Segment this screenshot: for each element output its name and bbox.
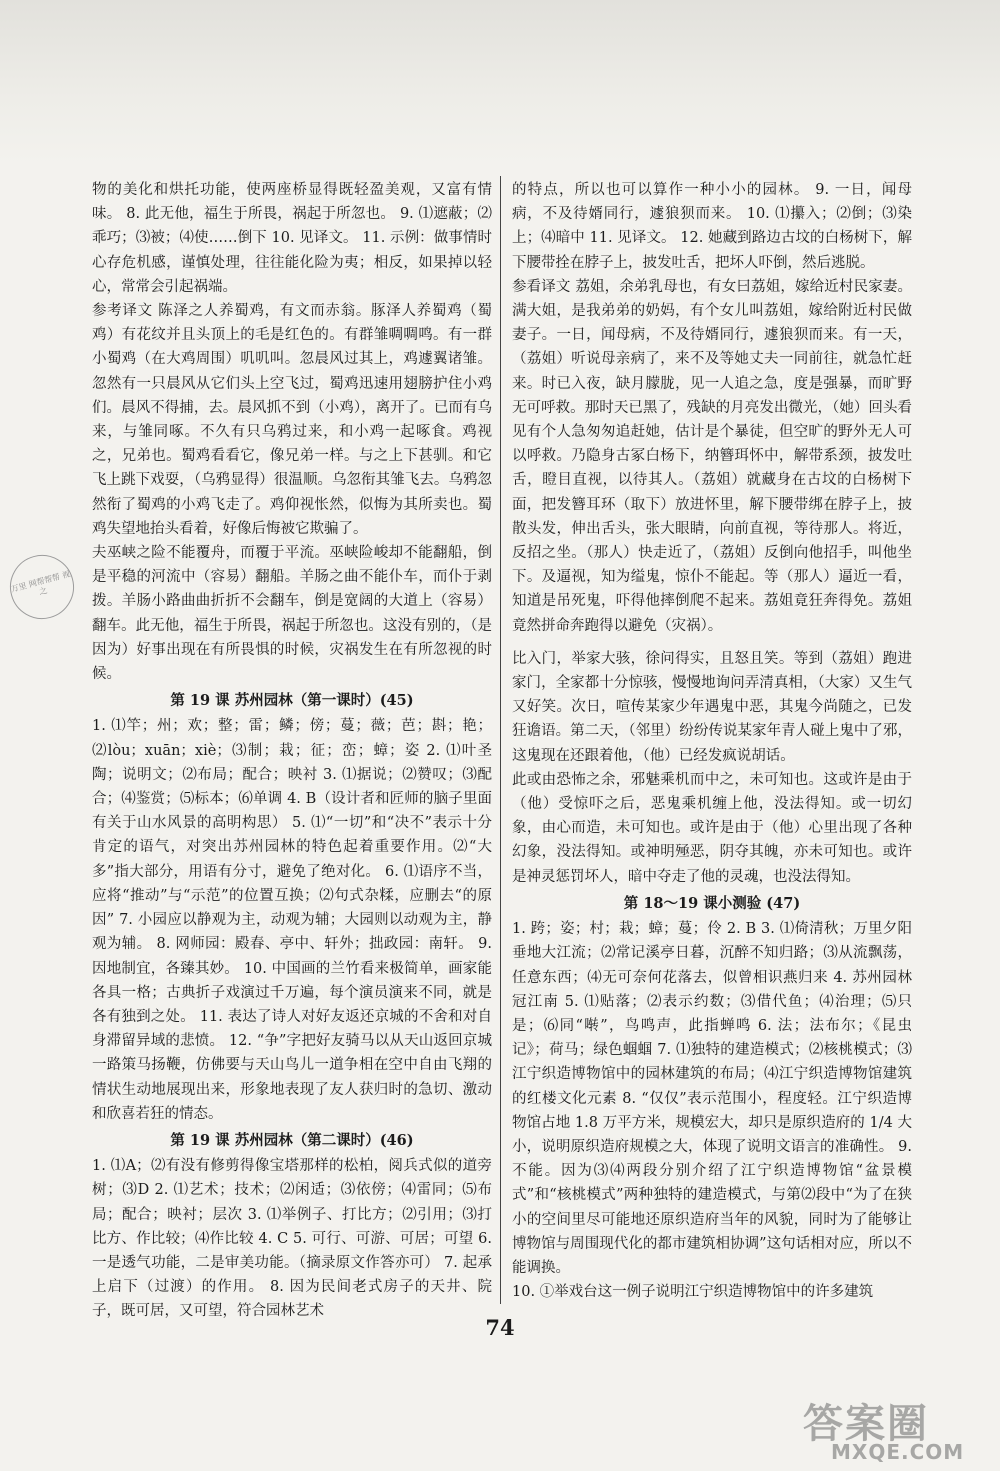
answers-paragraph: 1. ⑴竿；州；欢；整；雷；鳞；傍；蔓；薇；芭；斟；艳；⑵lòu；xuān；xiè；⑶制；栽；征；峦；蟑；姿 2. ⑴叶圣陶；说明文；⑵布局；配合；映衬 3. ⑴据说；⑵赞叹；⑶配合；⑷鉴赏；⑸标本；⑹单调 4. B（设计者和匠师的脑子里面有关于山水风景的高明构思） 5. ⑴“一切”和“决不”表示十分肯定的语气，对突出苏州园林的特色起着重要作用。⑵“大多”指大部分，用语有分寸，避免了绝对化。 6. ⑴语序不当，应将“推动”与“示范”的位置互换；⑵句式杂糅，应删去“的原因” 7. 小园应以静观为主，动观为辅；大园则以动观为主，静观为辅。 8. 网师园：殿春、亭中、轩外；拙政园：南轩。 9. 因地制宜，各臻其妙。 10. 中国画的兰竹看来极简单，画家能各具一格；古典折子戏演过千万遍，每个演员演来不同，就是各有独到之处。 11. 表达了诗人对好友返还京城的不舍和对自身滞留异域的悲愤。 12. “争”字把好友骑马以从天山返回京城一路策马扬鞭，仿佛要与天山鸟儿一道争相在空中自由飞翔的情状生动地展现出来，形象地表现了友人获归时的急切、激动和欣喜若狂的情态。 xyxy=(92,718,492,1122)
translation-paragraph: 夫巫峡之险不能覆舟，而覆于平流。巫峡险峻却不能翻船，倒是平稳的河流中（容易）翻船。羊肠之曲不能仆车，而仆于剥拨。羊肠小路曲曲折折不会翻车，倒是宽阔的大道上（容易）翻车。此无他，福生于所畏，祸起于所忽也。这没有别的，（是因为）好事出现在有所畏惧的时候，灾祸发生在有所忽视的时候。 xyxy=(92,545,492,683)
watermark-url: MXQE.COM xyxy=(831,1440,965,1464)
translation-paragraph: 此或由恐怖之余，邪魅乘机而中之，未可知也。这或许是由于（他）受惊吓之后，恶鬼乘机缠上他，没法得知。或一切幻象，由心而造，未可知也。或许是由于（他）心里出现了各种幻象，没法得知。或神明殛恶，阴夺其魄，亦未可知也。或许是神灵惩罚坏人，暗中夺走了他的灵魂，也没法得知。 xyxy=(512,771,912,885)
stamp-seal xyxy=(3,548,81,626)
paragraph: 的特点，所以也可以算作一种小小的园林。 9. 一日，闻母病，不及待婿同行，遽狼狈而来。 10. ⑴攥入；⑵倒；⑶染上；⑷暗中 11. 见译文。 12. 她藏到路边古坟的白杨树下，解下腰带拴在脖子上，披发吐舌，把坏人吓倒，然后逃脱。 xyxy=(512,182,912,271)
translation-paragraph: 比入门，举家大骇，徐问得实，且怒且笑。等到（荔姐）跑进家门，全家都十分惊骇，慢慢地询问弄清真相，（大家）又生气又好笑。次日，喧传某家少年遇鬼中恶，其鬼今尚随之，已发狂谵语。第二天，（邻里）纷纷传说某家年青人碰上鬼中了邪，这鬼现在还跟着他，（他）已经发疯说胡话。 xyxy=(512,650,912,764)
column-divider xyxy=(500,176,501,1304)
scan-top-shadow xyxy=(0,0,1000,165)
section-title: 第 19 课 苏州园林（第二课时）(46) xyxy=(170,1131,414,1149)
left-column xyxy=(92,178,492,1324)
paragraph: 物的美化和烘托功能，使两座桥显得既轻盈美观，又富有情味。 8. 此无他，福生于所畏，祸起于所忽也。 9. ⑴遮蔽；⑵乖巧；⑶被；⑷使……倒下 10. 见译文。 11. 示例：做事情时心存危机感，谨慎处理，往往能化险为夷；相反，如果掉以轻心，常常会引起祸端。 xyxy=(92,182,492,295)
stamp-text: 万里 网帮帮帮 视之 xyxy=(9,569,72,597)
section-title: 第 18～19 课小测验 (47) xyxy=(623,894,801,912)
watermark-text: 答案圈 xyxy=(803,1401,929,1447)
right-column xyxy=(512,178,912,1304)
page-number: 74 xyxy=(485,1315,515,1340)
section-title: 第 19 课 苏州园林（第一课时）(45) xyxy=(170,692,414,710)
answers-paragraph: 1. ⑴A；⑵有没有修剪得像宝塔那样的松柏，阅兵式似的道旁树；⑶D 2. ⑴艺术；技术；⑵闲适；⑶依傍；⑷雷同；⑸布局；配合；映衬；层次 3. ⑴举例子、打比方；⑵引用；⑶打比方、作比较；⑷作比较 4. C 5. 可行、可游、可居；可望 6. 一是透气功能，二是审美功能。（摘录原文作答亦可） 7. 起承上启下（过渡）的作用。 8. 因为民间老式房子的天井、院子，既可居，又可望，符合园林艺术 xyxy=(92,1158,492,1320)
watermark-logo xyxy=(803,1392,993,1466)
translation-paragraph: 参看译文 荔姐，余弟乳母也，有女曰荔姐，嫁给近村民家妻。满大姐，是我弟弟的奶妈，有个女儿叫荔姐，嫁给附近村民做妻子。一日，闻母病，不及待婿同行，遽狼狈而来。有一天，（荔姐）听说母亲病了，来不及等她丈夫一同前往，就急忙赶来。时已入夜，缺月朦胧，见一人追之急，度是强暴，而旷野无可呼救。那时天已黑了，残缺的月亮发出微光，（她）回头看见有个人急匆匆追赶她，估计是个暴徒，但空旷的野外无人可以呼救。乃隐身古冢白杨下，纳簪珥怀中，解带系颈，披发吐舌，瞪目直视，以待其人。（荔姐）就藏身在古坟的白杨树下面，把发簪耳环（取下）放进怀里，解下腰带绑在脖子上，披散头发，伸出舌头，张大眼睛，向前直视，等待那人。将近，反招之坐。（那人）快走近了，（荔姐）反倒向他招手，叫他坐下。及逼视，知为缢鬼，惊仆不能起。等（那人）逼近一看，知道是吊死鬼，吓得他摔倒爬不起来。荔姐竟狂奔得免。荔姐竟然拼命奔跑得以避免（灾祸）。 xyxy=(512,278,912,634)
translation-paragraph: 参考译文 陈泽之人养蜀鸡，有文而赤翁。豚泽人养蜀鸡（蜀鸡）有花纹并且头顶上的毛是红色的。有群雏啁啁鸣。有一群小蜀鸡（在大鸡周围）叽叽叫。忽晨风过其上，鸡遽翼诸雏。忽然有一只晨风从它们头上空飞过，蜀鸡迅速用翅膀护住小鸡们。晨风不得捕，去。晨风抓不到（小鸡），离开了。已而有乌来，与雏同啄。不久有只乌鸦过来，和小鸡一起啄食。鸡视之，兄弟也。蜀鸡看看它，像兄弟一样。与之上下甚驯。和它飞上跳下戏耍，（乌鸦显得）很温顺。乌忽衔其雏飞去。乌鸦忽然衔了蜀鸡的小鸡飞走了。鸡仰视怅然，似悔为其所卖也。蜀鸡失望地抬头看着，好像后悔被它欺骗了。 xyxy=(92,303,492,537)
answers-paragraph: 1. 跨；姿；村；栽；蟑；蔓；伶 2. B 3. ⑴倚清秋；万里夕阳垂地大江流；⑵常记溪亭日暮，沉醉不知归路；⑶从流飘荡，任意东西；⑷无可奈何花落去，似曾相识燕归来 4. 苏州园林冠江南 5. ⑴贴落；⑵表示约数；⑶借代鱼；⑷治理；⑸只是；⑹同“啭”，鸟鸣声，此指蝉鸣 6. 法；法布尔；《昆虫记》；荷马；绿色蝈蝈 7. ⑴独特的建造模式；⑵核桃模式；⑶江宁织造博物馆中的园林建筑的布局；⑷江宁织造博物馆建筑的红楼文化元素 8. “仅仅”表示范围小，程度轻。江宁织造博物馆占地 1.8 万平方米，规模宏大，却只是原织造府的 1/4 大小，说明原织造府规模之大，体现了说明文语言的准确性。 9. 不能。因为⑶⑷两段分别介绍了江宁织造博物馆“盆景模式”和“核桃模式”两种独特的建造模式，与第⑵段中“为了在狭小的空间里尽可能地还原织造府当年的风貌，同时为了能够让博物馆与周围现代化的都市建筑相协调”这句话相对应，所以不能调换。 xyxy=(512,921,912,1276)
spacer xyxy=(512,638,912,647)
answers-paragraph: 10. ①举戏台这一例子说明江宁织造博物馆中的许多建筑 xyxy=(512,1284,874,1301)
